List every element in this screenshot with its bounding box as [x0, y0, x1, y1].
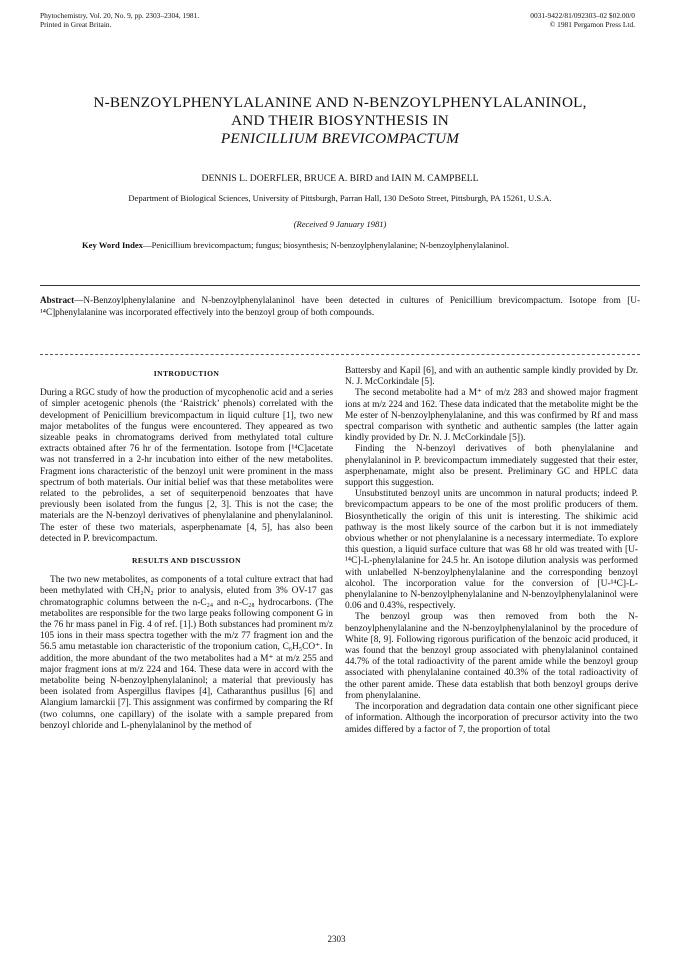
keyword-index: [82, 240, 602, 251]
copyright-header: [530, 11, 635, 29]
divider-bottom: [40, 354, 640, 355]
abstract-text: —N-Benzoylphenylalanine and N-benzoylphenylalaninol have been detected in cultures of Penicillium brevicompactum. Isotope from [U-¹⁴C]phenylalanine was incorporated effectively into the benzoyl group of both compounds.: [40, 295, 640, 317]
title-line-3: PENICILLIUM BREVICOMPACTUM: [220, 130, 460, 147]
title-line-2: AND THEIR BIOSYNTHESIS IN: [231, 112, 449, 129]
journal-header: [40, 11, 199, 29]
keyword-text: —Penicillium brevicompactum; fungus; biosynthesis; N-benzoylphenylalanine; N-benzoylphenylalaninol.: [142, 240, 510, 250]
divider-top: [40, 285, 640, 286]
keyword-label: Key Word Index: [82, 240, 143, 250]
abstract: [40, 294, 640, 318]
printed-in: Printed in Great Britain.: [40, 20, 112, 29]
right-paragraph-6: The incorporation and degradation data contain one other significant piece of information. Although the incorporation of precursor activity into the two amides differed by a factor of 7, the proportion of total: [345, 702, 638, 735]
affiliation: Department of Biological Sciences, University of Pittsburgh, Parran Hall, 130 DeSoto Street, Pittsburgh, PA 15261, U.S.A.: [128, 193, 552, 203]
intro-paragraph: During a RGC study of how the production of mycophenolic acid and a series of simpler acetogenic phenols (the ‘Raistrick’ phenols) correlated with the development of Penicillium brevicompactum in liquid culture [1], two new major metabolites of the fungus were encountered. They appeared as two sizeable peaks in chromatograms derived from methylated total culture extracts obtained after 76 hr of the fermentation. Isotope from [¹⁴C]acetate was not transferred in a 2-hr incubation into either of the new metabolites. Fragment ions characteristic of the benzoyl unit were prominent in the mass spectrum of both materials. Our initial belief was that these metabolites were related to the pebrolides, a set of sequiterpenoid benzoates that have previously been isolated from the fungus [2, 3]. This is not the case; the materials are the N-benzoyl derivatives of phenylalanine and phenylalaninol. The ester of these two materials, asperphenamate [4, 5], has also been detected in P. brevicompactum.: [40, 388, 333, 544]
author-list: DENNIS L. DOERFLER, BRUCE A. BIRD and IAIN M. CAMPBELL: [201, 173, 479, 184]
right-paragraph-2: The second metabolite had a M⁺ of m/z 283 and showed major fragment ions at m/z 224 and 162. These data indicated that the metabolite might be the Me ester of N-benzoylphenylalanine, and this was confirmed by Rf and mass spectral comparison with synthetic and authentic samples (the latter again kindly provided by Dr. N. J. McCorkindale [5]).: [345, 388, 638, 444]
page-number: 2303: [327, 934, 346, 944]
right-column: [345, 366, 638, 736]
journal-citation: Phytochemistry, Vol. 20, No. 9, pp. 2303–2304, 1981.: [40, 11, 200, 20]
copyright: © 1981 Pergamon Press Ltd.: [549, 20, 635, 29]
received-date: (Received 9 January 1981): [293, 219, 387, 229]
intro-heading: INTRODUCTION: [153, 369, 220, 378]
paper-title: [40, 94, 640, 148]
right-paragraph-1: Battersby and Kapil [6], and with an authentic sample kindly provided by Dr. N. J. McCorkindale [5].: [345, 366, 638, 388]
right-paragraph-5: The benzoyl group was then removed from both the N-benzoylphenylalanine and the N-benzoylphenylalaninol by the procedure of White [8, 9]. Following rigorous purification of the benzoic acid produced, it was found that the benzoyl group associated with phenylalaninol contained 44.7% of the total radioactivity of the parent amide while the benzoyl group associated with phenylalanine contained 40.3% of the total radioactivity of the other parent amide. These data establish that both benzoyl groups derive from phenylalanine.: [345, 612, 638, 701]
right-paragraph-3: Finding the N-benzoyl derivatives of both phenylalanine and phenylalaninol in P. brevicompactum immediately suggested that their ester, asperphenamate, might also be present. Preliminary GC and HPLC data support this suggestion.: [345, 444, 638, 489]
article-code: 0031-9422/81/092303–02 $02.00/0: [530, 11, 635, 20]
results-paragraph: The two new metabolites, as components of a total culture extract that had been methylated with CH₂N₂ prior to analysis, eluted from 3% OV-17 gas chromatographic columns between the n-C₂₄ and n-C₂₈ hydrocarbons. (The metabolites are responsible for the two large peaks following component G in the 76 hr mass panel in Fig. 4 of ref. [1].) Both substances had prominent m/z 105 ions in their mass spectra together with the m/z 77 fragment ion and the 56.5 amu metastable ion characteristic of the troponium cation, C₆H₅CO⁺. In addition, the more abundant of the two metabolites had a M⁺ at m/z 255 and major fragment ions at m/z 224 and 164. These data were in accord with the metabolite being N-benzoylphenylalaninol; a material that previously has been isolated from Aspergillus flavipes [4], Catharanthus pusillus [6] and Alangium lamarckii [7]. This assignment was confirmed by comparing the Rf (two columns, one capillary) of the isolate with a sample prepared from benzoyl chloride and L-phenylalaninol by the method of: [40, 575, 333, 731]
right-paragraph-4: Unsubstituted benzoyl units are uncommon in natural products; indeed P. brevicompactum appears to be one of the most prolific producers of them. Biosynthetically the origin of this unit is interesting. The shikimic acid pathway is the most likely source of the carbon but it is not immediately obvious whether or not phenylalanine is a necessary intermediate. To explore this question, a liquid surface culture that was 68 hr old was treated with [U-¹⁴C]-L-phenylalanine for 24.5 hr. An isotope dilution analysis was performed with unlabelled N-benzoylphenylalanine and the corresponding benzoyl alcohol. The incorporation value for the conversion of [U-¹⁴C]-L-phenylalanine to N-benzoylphenylalanine and N-benzoylphenylalaninol were 0.06 and 0.43%, respectively.: [345, 489, 638, 612]
left-column: [40, 366, 333, 732]
results-heading: RESULTS AND DISCUSSION: [132, 556, 241, 566]
abstract-label: Abstract: [40, 295, 75, 305]
title-line-1: N-BENZOYLPHENYLALANINE AND N-BENZOYLPHENYLALANINOL,: [93, 94, 587, 111]
